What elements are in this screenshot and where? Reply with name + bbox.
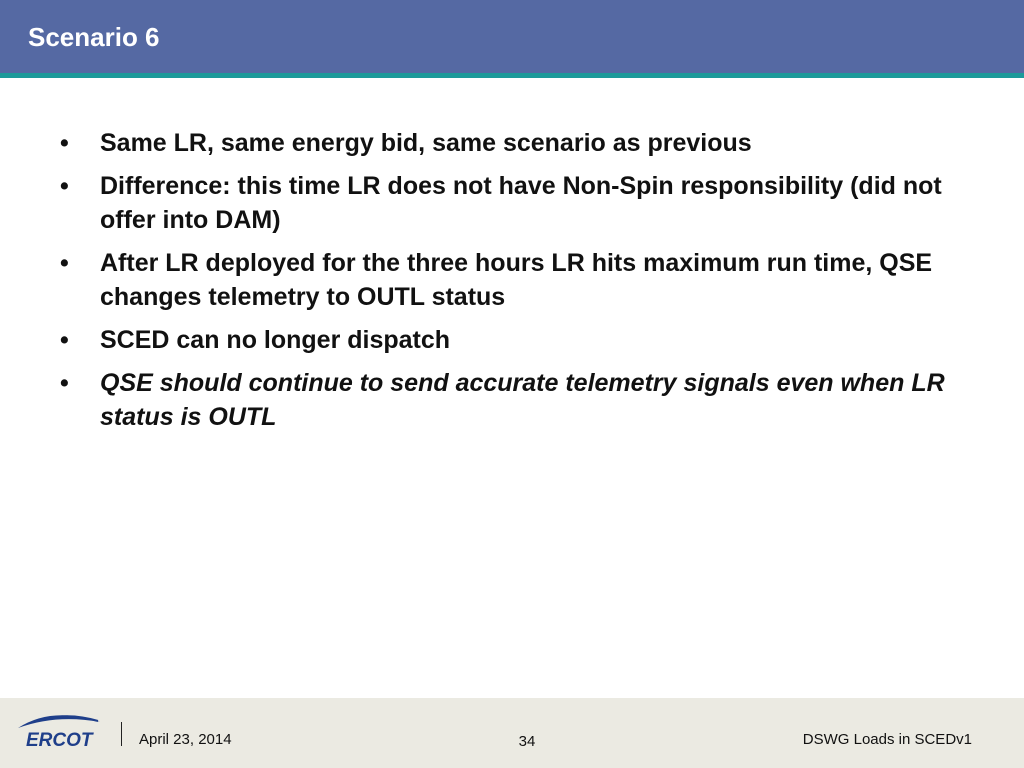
page-number: 34 <box>518 733 536 750</box>
bullet-item-1 <box>60 126 960 160</box>
bullet-marker: • <box>60 369 69 397</box>
bullet-marker: • <box>60 249 69 277</box>
footer-divider <box>121 722 122 746</box>
bullet-marker: • <box>60 172 69 200</box>
footer-date: April 23, 2014 <box>139 731 232 748</box>
bullet-item-5 <box>60 366 960 434</box>
bullet-item-2 <box>60 169 960 237</box>
bullet-text: SCED can no longer dispatch <box>100 326 451 354</box>
ercot-logo <box>12 708 104 752</box>
bullet-marker: • <box>60 326 69 354</box>
bullet-text: Same LR, same energy bid, same scenario as previous <box>100 129 752 157</box>
bullet-marker: • <box>60 129 69 157</box>
logo-wordmark: ERCOT <box>26 730 93 751</box>
bullet-text: Difference: this time LR does not have Non-Spin responsibility (did not offer into DAM) <box>100 172 942 234</box>
presentation-name: DSWG Loads in SCEDv1 <box>802 731 972 748</box>
bullet-item-3 <box>60 246 960 314</box>
title-divider <box>0 73 1024 78</box>
bullet-text: After LR deployed for the three hours LR hits maximum run time, QSE changes telemetry to OUTL status <box>100 249 933 311</box>
bullet-item-4 <box>60 323 960 357</box>
slide-title: Scenario 6 <box>28 22 160 52</box>
bullet-text: QSE should continue to send accurate telemetry signals even when LR status is OUTL <box>100 369 945 431</box>
bullet-list <box>60 126 960 443</box>
